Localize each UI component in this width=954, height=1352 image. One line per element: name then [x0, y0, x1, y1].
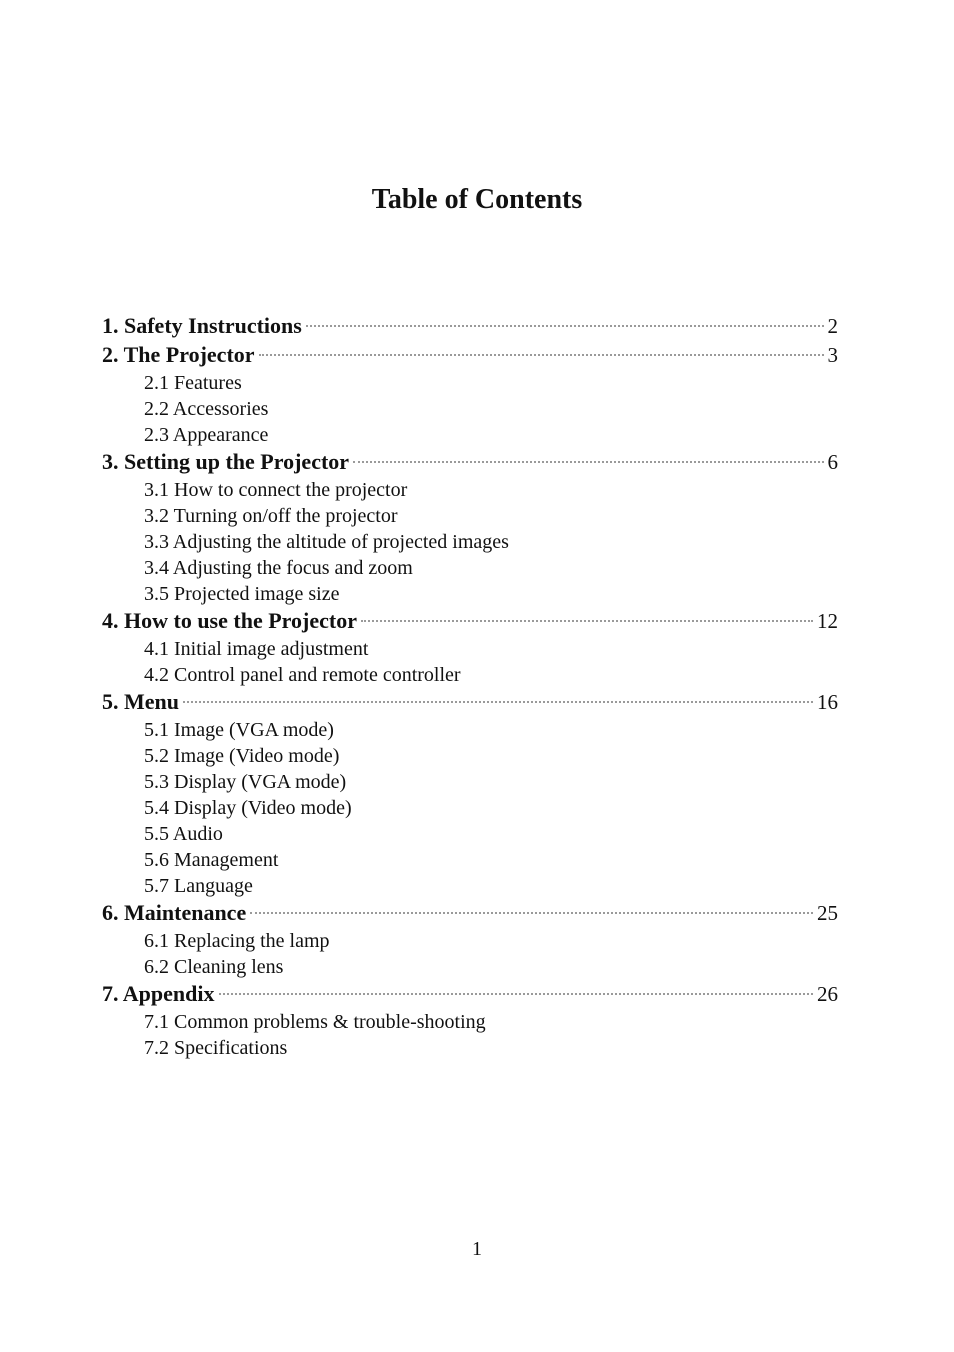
chapter-title: 5. Menu	[102, 689, 179, 714]
toc-subsection: 6.1 Replacing the lamp	[144, 930, 330, 952]
chapter-page-number: 26	[817, 982, 838, 1006]
dot-leader	[361, 620, 813, 622]
toc-subsection: 3.4 Adjusting the focus and zoom	[144, 557, 413, 579]
chapter-page-number: 16	[817, 690, 838, 714]
chapter-page-number: 2	[827, 314, 838, 338]
toc-chapter-6	[102, 898, 838, 928]
table-of-contents	[102, 312, 838, 1061]
toc-subsection: 3.3 Adjusting the altitude of projected images	[144, 531, 509, 553]
toc-subsection: 3.1 How to connect the projector	[144, 479, 408, 501]
toc-subsection: 2.3 Appearance	[144, 424, 269, 446]
toc-chapter-4	[102, 606, 838, 636]
dot-leader	[183, 701, 813, 703]
toc-chapter-2	[102, 340, 838, 370]
toc-subsection: 4.1 Initial image adjustment	[144, 638, 369, 660]
toc-subsection: 5.6 Management	[144, 849, 279, 871]
chapter-title: 2. The Projector	[102, 342, 255, 367]
chapter-title: 1. Safety Instructions	[102, 313, 302, 338]
page-number: 1	[472, 1238, 482, 1260]
toc-subsection: 7.2 Specifications	[144, 1037, 288, 1059]
chapter-page-number: 25	[817, 901, 838, 925]
toc-chapter-7	[102, 979, 838, 1009]
toc-subsection: 4.2 Control panel and remote controller	[144, 664, 461, 686]
toc-subsection: 2.1 Features	[144, 372, 242, 394]
dot-leader	[306, 325, 824, 327]
toc-subsection: 3.2 Turning on/off the projector	[144, 505, 398, 527]
chapter-title: 7. Appendix	[102, 981, 215, 1006]
dot-leader	[219, 993, 814, 995]
page-title: Table of Contents	[371, 184, 583, 215]
chapter-title: 3. Setting up the Projector	[102, 449, 350, 474]
toc-chapter-3	[102, 447, 838, 477]
chapter-title: 6. Maintenance	[102, 900, 247, 925]
toc-subsection: 2.2 Accessories	[144, 398, 269, 420]
chapter-page-number: 6	[827, 450, 838, 474]
toc-subsection: 6.2 Cleaning lens	[144, 956, 284, 978]
toc-subsection: 3.5 Projected image size	[144, 583, 340, 605]
toc-subsection: 5.7 Language	[144, 875, 253, 897]
toc-subsection: 5.4 Display (Video mode)	[144, 797, 352, 819]
dot-leader	[259, 354, 824, 356]
toc-subsection: 5.1 Image (VGA mode)	[144, 719, 334, 741]
toc-subsection: 7.1 Common problems & trouble-shooting	[144, 1011, 486, 1033]
toc-chapter-5	[102, 687, 838, 717]
toc-subsection: 5.2 Image (Video mode)	[144, 745, 340, 767]
dot-leader	[250, 912, 813, 914]
toc-chapter-1	[102, 311, 838, 341]
chapter-title: 4. How to use the Projector	[102, 608, 357, 633]
chapter-page-number: 3	[827, 343, 838, 367]
toc-subsection: 5.5 Audio	[144, 823, 223, 845]
chapter-page-number: 12	[817, 609, 838, 633]
dot-leader	[353, 461, 823, 463]
toc-subsection: 5.3 Display (VGA mode)	[144, 771, 347, 793]
